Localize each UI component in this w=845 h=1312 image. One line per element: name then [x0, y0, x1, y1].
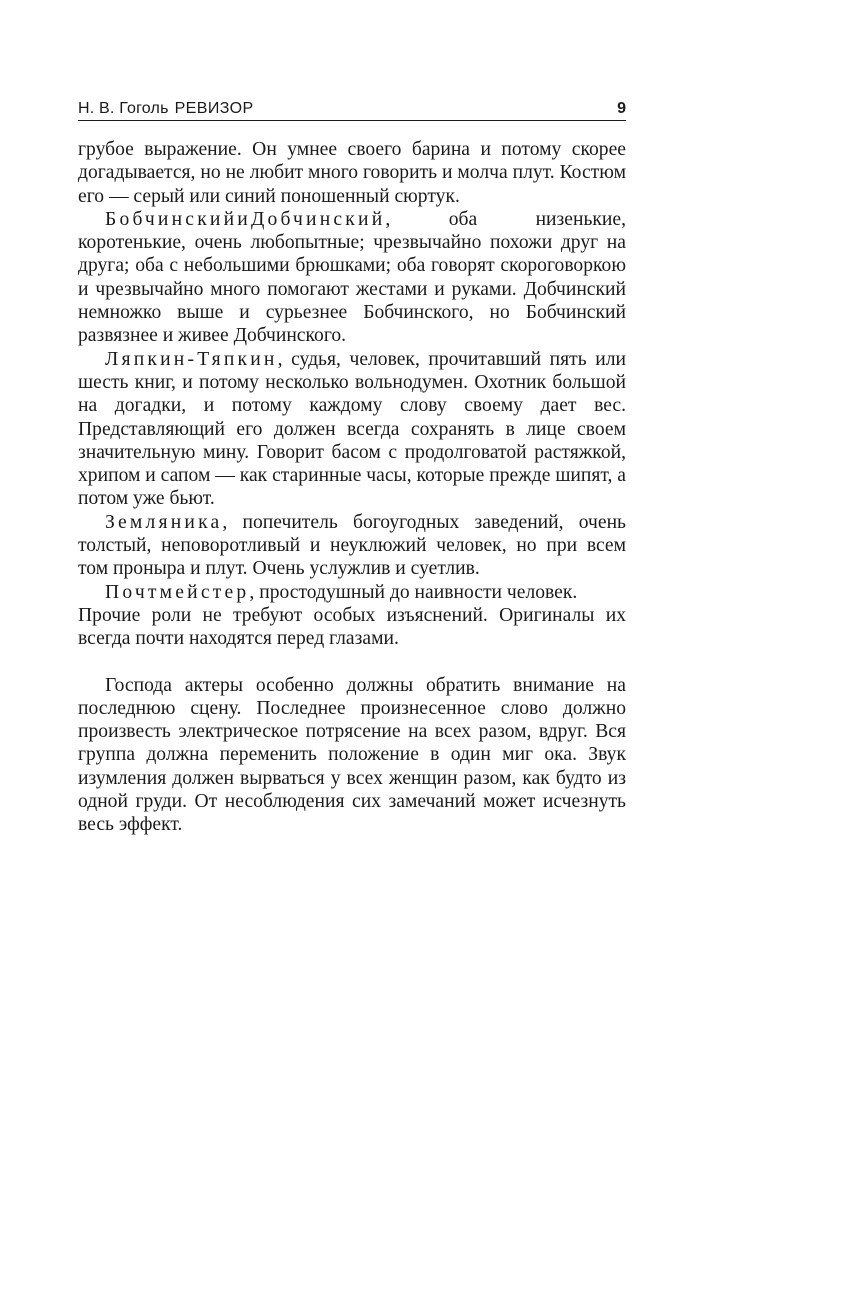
section-gap: [78, 651, 626, 674]
paragraph-osip-continuation: грубое выражение. Он умнее своего барина и потому скорее догадывается, но не любит много говорить и молча плут. Костюм его — серый или синий поношенный сюртук.: [78, 139, 626, 207]
character-name-bobchinsky: Бобчинский: [105, 208, 238, 230]
character-name-zemlyanika: Земляника: [105, 511, 223, 533]
paragraph-bobchinsky-dobchinsky: [78, 208, 626, 348]
paragraph-zemlyanika: [78, 511, 626, 581]
character-name-lyapkin-tyapkin: Ляпкин-Тяпкин: [105, 348, 278, 370]
character-name-pochtmeister: Почтмейстер: [105, 581, 250, 603]
book-title: РЕВИЗОР: [174, 100, 254, 117]
paragraph-text: , попечитель богоугодных заведений, очень толстый, неповоротливый и неуклюжий человек, но при всем том проныра и плут. Очень услужлив и суетлив.: [78, 511, 626, 580]
paragraph-lyapkin-tyapkin: [78, 348, 626, 511]
paragraph-final-scene-note: Господа актеры особенно должны обратить внимание на последнюю сцену. Последнее произнесенное слово должно произвесть электрическое потрясение на всех разом, вдруг. Вся группа должна переменить положение в один миг ока. Звук изумления должен вырваться у всех женщин разом, как будто из одной груди. От несоблюдения сих замечаний может исчезнуть весь эффект.: [78, 674, 626, 836]
page-body: [78, 138, 626, 837]
paragraph-other-roles: Прочие роли не требуют особых изъяснений. Оригиналы их всегда почти находятся перед глазами.: [78, 604, 626, 650]
character-name-dobchinsky: Добчинский: [250, 208, 386, 230]
paragraph-pochtmeister: [78, 581, 626, 604]
connector-word: и: [237, 208, 251, 230]
running-head: [78, 96, 626, 121]
paragraph-text: , оба низенькие, коротенькие, очень любопытные; чрезвычайно похожи друг на друга; оба с небольшими брюшками; оба говорят скороговоркою и чрезвычайно много помогают жестами и руками. Добчинский немножко выше и сурьезнее Бобчинского, но Бобчинский развязнее и живее Добчинского.: [78, 208, 626, 347]
page-number: 9: [617, 100, 626, 117]
running-head-left: [78, 98, 254, 120]
paragraph-text: , простодушный до наивности человек.: [249, 581, 578, 603]
paragraph-text: , судья, человек, прочитавший пять или шесть книг, и потому несколько вольнодумен. Охотник большой на догадки, и потому каждому слову своему дает вес. Представляющий его должен всегда сохранять в лице своем значительную мину. Говорит басом с продолговатой растяжкой, хрипом и сапом — как старинные часы, которые прежде шипят, а потом уже бьют.: [78, 348, 626, 510]
author-name: Н. В. Гоголь: [78, 100, 169, 117]
